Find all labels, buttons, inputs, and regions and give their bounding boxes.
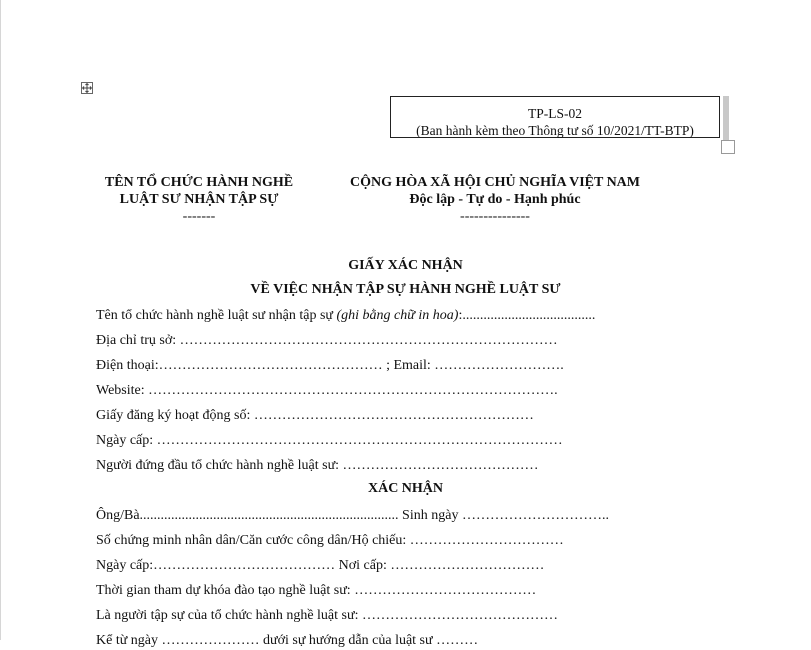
scrollbar[interactable] [723,96,729,140]
org-name-hint: (ghi bằng chữ in hoa) [336,308,459,323]
national-header-separator: --------------- [460,209,530,224]
registration-field: Giấy đăng ký hoạt động số: …………………………………………………… [96,408,534,423]
national-header [320,174,670,225]
id-number-field: Số chứng minh nhân dân/Căn cước công dân/Hộ chiếu: …………………………… [96,533,564,548]
form-code: TP-LS-02 [528,106,582,121]
national-header-line1: CỘNG HÒA XÃ HỘI CHỦ NGHĨA VIỆT NAM [349,175,640,190]
form-code-note: (Ban hành kèm theo Thông tư số 10/2021/TT-BTP) [416,123,694,138]
document-subtitle: VỀ VIỆC NHẬN TẬP SỰ HÀNH NGHỀ LUẬT SƯ [250,282,561,297]
website-field: Website: ……………………………………………………………………………. [96,383,558,398]
training-time-field: Thời gian tham dự khóa đào tạo nghề luật sư: ………………………………… [96,583,537,598]
table-resize-handle[interactable] [721,140,735,154]
issue-date-field: Ngày cấp: …………………………………………………………………………… [96,433,563,448]
organization-header [86,174,312,225]
confirm-heading: XÁC NHẬN [367,481,444,496]
head-of-org-field: Người đứng đầu tổ chức hành nghề luật sư: …………………………………… [96,458,539,473]
org-name-label: Tên tổ chức hành nghề luật sư nhận tập sự [96,308,337,323]
trainee-of-field: Là người tập sự của tổ chức hành nghề luật sư: …………………………………… [96,608,558,623]
org-header-line1: TÊN TỔ CHỨC HÀNH NGHỀ [104,175,294,190]
document-title: GIẤY XÁC NHẬN [348,258,463,273]
address-field: Địa chỉ trụ sở: ……………………………………………………………………… [96,333,558,348]
org-header-line2: LUẬT SƯ NHẬN TẬP SỰ [119,192,279,207]
org-header-separator: ------- [182,209,216,224]
from-date-field: Kể từ ngày ………………… dưới sự hướng dẫn của luật sư ……… [96,633,479,648]
id-issue-field: Ngày cấp:………………………………… Nơi cấp: …………………………… [96,558,545,573]
org-name-dots: :...................................... [458,308,596,323]
form-code-box [390,96,720,138]
phone-email-field: Điện thoại:………………………………………… ; Email: ………………………. [96,358,564,373]
name-dob-field: Ông/Bà.......................................................................... Sinh ngày ………………………….. [96,508,609,523]
org-name-field [96,307,595,325]
national-header-line2: Độc lập - Tự do - Hạnh phúc [409,192,581,207]
table-move-handle-icon[interactable] [81,82,93,94]
